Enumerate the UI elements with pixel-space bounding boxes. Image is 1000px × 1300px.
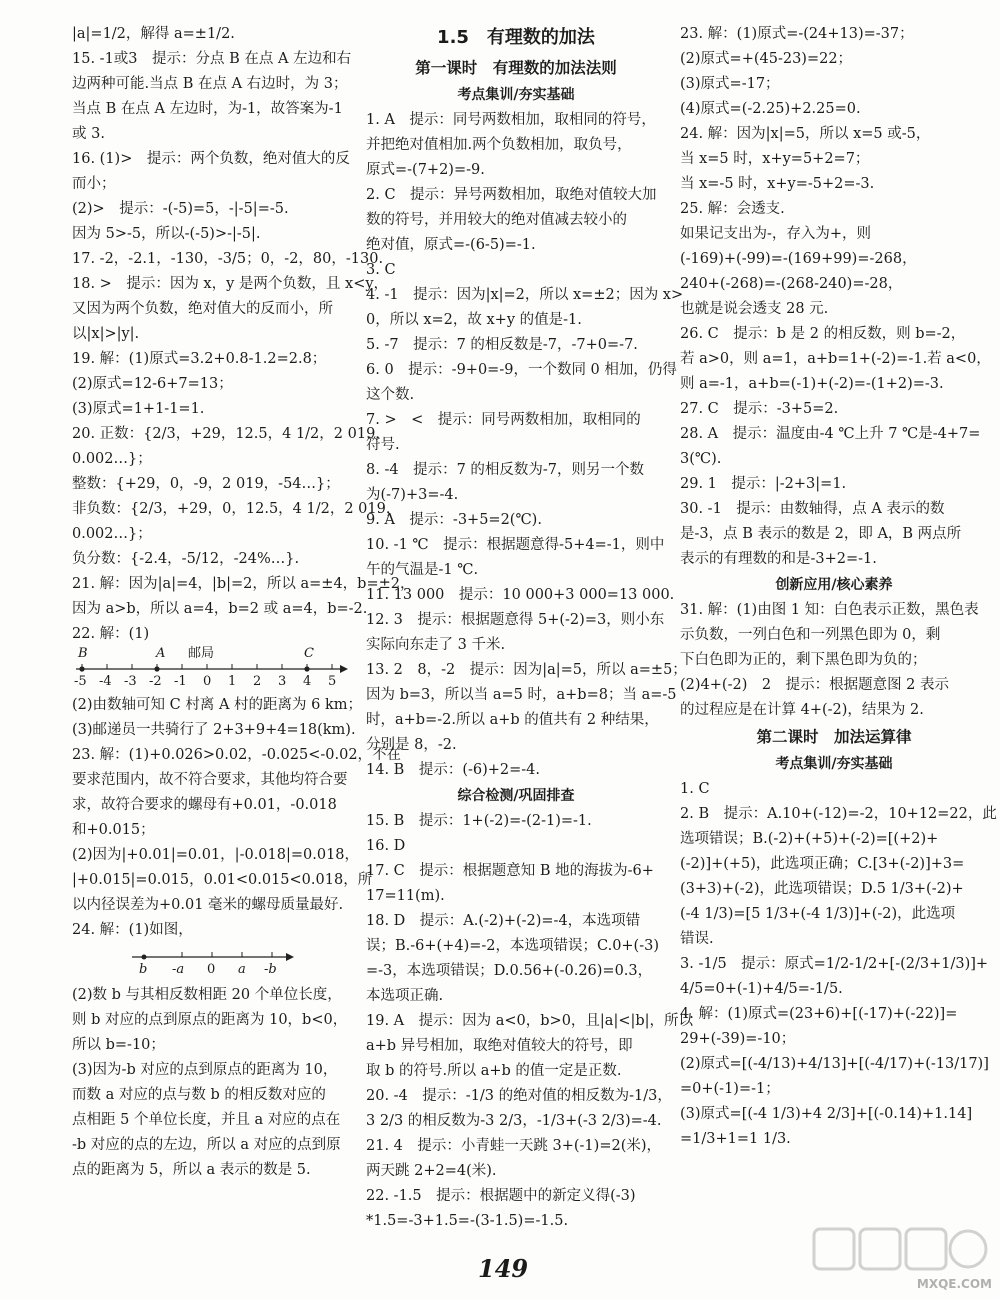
tick-label: 5 (328, 674, 337, 689)
tick-label: 4 (303, 674, 312, 689)
text-line: 下白色即为正的，剩下黑色即为负的； (680, 652, 927, 668)
text-line: 选项错误；B.(-2)+(+5)+(-2)=[(+2)+ (680, 831, 939, 847)
text-line: 表示的有理数的和是-3+2=-1. (680, 551, 877, 567)
text-line: 12. 3 提示：根据题意得 5+(-2)=3，则小东 (366, 612, 665, 628)
text-line: (3)原式=-17； (680, 76, 780, 92)
watermark-text: MXQE.COM (916, 1277, 992, 1291)
tick-label: 1 (228, 674, 237, 689)
text-line: 非负数：{2/3，+29，0，12.5，4 1/2，2 019， (72, 501, 401, 517)
text-line: 17. -2，-2.1，-130，-3/5；0，-2，80，-130. (72, 251, 384, 267)
text-line: =1/3+1=1 1/3. (680, 1131, 791, 1147)
text-line: (3)原式=[(-4 1/3)+4 2/3]+[(-0.14)+1.14] (680, 1106, 973, 1122)
text-line: 为(-7)+3=-4. (366, 487, 459, 503)
text-line: 又因为两个负数，绝对值大的反而小，所 (72, 301, 333, 317)
point-b-dot (142, 955, 147, 960)
text-line: 5. -7 提示：7 的相反数是-7，-7+0=-7. (366, 337, 638, 353)
column-3 (680, 22, 997, 1152)
text-line: 17. C 提示：根据题意知 B 地的海拔为-6+ (366, 863, 654, 879)
text-line: 20. -4 提示：-1/3 的绝对值的相反数为-1/3， (366, 1088, 672, 1104)
text-line: 27. C 提示：-3+5=2. (680, 401, 839, 417)
point-dot (304, 666, 309, 671)
arrow-head-2-icon (286, 953, 294, 961)
text-line: (2)因为|+0.01|=0.01，|-0.018|=0.018， (72, 847, 360, 863)
col2-lines-a (366, 108, 687, 783)
text-line: 也就是说会透支 28 元. (680, 301, 829, 317)
section-title: 1.5 有理数的加法 (437, 27, 595, 48)
post-office-label: 邮局 (188, 646, 215, 661)
text-line: 则 b 对应的点到原点的距离为 10，b<0， (72, 1012, 348, 1028)
text-line: 的过程应是在计算 4+(-2)，结果为 2. (680, 702, 924, 718)
point-dot (79, 666, 84, 671)
text-line: 1. A 提示：同号两数相加，取相同的符号， (366, 112, 656, 128)
category-heading-innovation: 创新应用/核心素养 (775, 577, 893, 593)
text-line: (-2)]+(+5)，此选项正确；C.[3+(-2)]+3= (680, 856, 965, 872)
text-line: |a|=1/2，解得 a=±1/2. (72, 26, 235, 42)
text-line: 17=11(m). (366, 888, 445, 904)
text-line: 23. 解：(1)原式=-(24+13)=-37； (680, 26, 914, 42)
text-line: -b 对应的点的左边，所以 a 对应的点到原 (72, 1137, 341, 1153)
text-line: 点相距 5 个单位长度，并且 a 对应的点在 (72, 1112, 341, 1128)
text-line: 是-3，点 B 表示的数是 2，即 A，B 两点所 (680, 526, 962, 542)
category-heading-basics: 考点集训/夯实基础 (457, 87, 575, 103)
text-line: 3. -1/5 提示：原式=1/2-1/2+[-(2/3+1/3)]+ (680, 956, 989, 972)
text-line: 1. C (680, 781, 710, 797)
tick-label: -4 (99, 674, 112, 689)
text-line: 24. 解：因为|x|=5，所以 x=5 或-5， (680, 126, 931, 142)
text-line: 绝对值，原式=-(6-5)=-1. (366, 237, 536, 253)
text-line: 3 2/3 的相反数为-3 2/3，-1/3+(-3 2/3)=-4. (366, 1113, 662, 1129)
point-b-label: B (78, 646, 88, 661)
text-line: 22. 解：(1) (72, 626, 150, 642)
text-line: 25. 解：会透支. (680, 201, 785, 217)
text-line: 分别是 8，-2. (366, 737, 457, 753)
text-line: 如果记支出为-，存入为+，则 (680, 226, 872, 242)
tick-label: -1 (174, 674, 187, 689)
text-line: 这个数. (366, 387, 415, 403)
text-line: 示负数，一列白色和一列黑色即为 0，剩 (680, 627, 941, 643)
text-line: 20. 正数：{2/3，+29，12.5，4 1/2，2 019， (72, 426, 390, 442)
text-line: (3+3)+(-2)，此选项错误；D.5 1/3+(-2)+ (680, 881, 964, 897)
text-line: 原式=-(7+2)=-9. (366, 162, 485, 178)
text-line: 29. 1 提示：|-2+3|=1. (680, 476, 847, 492)
text-line: =0+(-1)=-1； (680, 1081, 780, 1097)
column-2 (366, 22, 694, 1234)
text-line: 则 a=-1，a+b=(-1)+(-2)=-(1+2)=-3. (680, 376, 944, 392)
text-line: 28. A 提示：温度由-4 ℃上升 7 ℃是-4+7= (680, 426, 981, 442)
label-neg-a: -a (172, 962, 185, 977)
text-line: 当点 B 在点 A 左边时，为-1，故答案为-1 (72, 101, 343, 117)
text-line: 0，所以 x=2，故 x+y 的值是-1. (366, 312, 582, 328)
text-line: 18. > 提示：因为 x，y 是两个负数，且 x<y， (72, 276, 389, 292)
text-line: 本选项正确. (366, 988, 444, 1004)
tick-label: 0 (203, 674, 212, 689)
text-line: |+0.015|=0.015，0.01<0.015<0.018，所 (72, 872, 373, 888)
text-line: (2)原式=+(45-23)=22； (680, 51, 853, 67)
text-line: 午的气温是-1 ℃. (366, 562, 479, 578)
text-line: 2. C 提示：异号两数相加，取绝对值较大加 (366, 187, 657, 203)
text-line: 符号. (366, 437, 400, 453)
text-line: 0.002…}； (72, 451, 152, 467)
tick-label: 2 (253, 674, 262, 689)
text-line: 30. -1 提示：由数轴得，点 A 表示的数 (680, 501, 945, 517)
text-line: (2)原式=12-6+7=13； (72, 376, 233, 392)
text-line: 0.002…}； (72, 526, 152, 542)
lesson-subtitle-2: 第二课时 加法运算律 (756, 728, 912, 746)
text-line: 错误. (680, 931, 714, 947)
text-line: 当 x=-5 时，x+y=-5+2=-3. (680, 176, 875, 192)
text-line: 9. A 提示：-3+5=2(℃). (366, 512, 542, 528)
text-line: (3)邮递员一共骑行了 2+3+9+4=18(km). (72, 722, 356, 738)
text-line: 误；B.-6+(+4)=-2，本选项错误；C.0+(-3) (366, 938, 660, 954)
text-line: 240+(-268)=-(268-240)=-28， (680, 276, 903, 292)
number-line-figure-2 (72, 943, 362, 983)
text-line: =-3，本选项错误；D.0.56+(-0.26)=0.3， (366, 963, 653, 979)
text-line: 因为 5>-5，所以-(-5)>-|-5|. (72, 226, 261, 242)
text-line: 实际向东走了 3 千米. (366, 637, 506, 653)
col3-lines-c (680, 777, 997, 1152)
text-line: 3(℃). (680, 451, 722, 467)
text-line: 整数：{+29，0，-9，2 019，-54…}； (72, 476, 340, 492)
text-line: 时，a+b=-2.所以 a+b 的值共有 2 种结果， (366, 712, 659, 728)
text-line: 当 x=5 时，x+y=5+2=7； (680, 151, 870, 167)
text-line: (4)原式=(-2.25)+2.25=0. (680, 101, 861, 117)
col3-lines-b (680, 598, 988, 723)
col3-lines-a (680, 22, 991, 572)
text-line: 6. 0 提示：-9+0=-9，一个数同 0 相加，仍得 (366, 362, 677, 378)
text-line: a+b 异号相加，取绝对值较大的符号，即 (366, 1038, 633, 1054)
text-line: 23. 解：(1)+0.026>0.02，-0.025<-0.02，不在 (72, 747, 402, 763)
text-line: 所以 b=-10； (72, 1037, 165, 1053)
lesson-subtitle: 第一课时 有理数的加法法则 (415, 59, 617, 77)
text-line: 26. C 提示：b 是 2 的相反数，则 b=-2， (680, 326, 966, 342)
text-line: 4/5=0+(-1)+4/5=-1/5. (680, 981, 843, 997)
text-line: (3)原式=1+1-1=1. (72, 401, 205, 417)
text-line: 要求范围内，故不符合要求，其他均符合要 (72, 772, 348, 788)
text-line: (2)原式=[(-4/13)+4/13]+[(-4/17)+(-13/17)] (680, 1056, 989, 1072)
text-line: 4. -1 提示：因为|x|=2，所以 x=±2；因为 x> (366, 287, 684, 303)
category-heading-basics-2: 考点集训/夯实基础 (775, 756, 893, 772)
text-line: *1.5=-3+1.5=-(3-1.5)=-1.5. (366, 1213, 569, 1229)
text-line: 15. -1或3 提示：分点 B 在点 A 左边和右 (72, 51, 352, 67)
point-c-label: C (304, 646, 314, 661)
text-line: 16. D (366, 838, 406, 854)
text-line: 两天跳 2+2=4(米). (366, 1163, 497, 1179)
tick-label: 3 (278, 674, 287, 689)
label-a: a (238, 962, 246, 977)
text-line: 8. -4 提示：7 的相反数为-7，则另一个数 (366, 462, 645, 478)
text-line: 而小； (72, 176, 116, 192)
text-line: 29+(-39)=-10； (680, 1031, 796, 1047)
text-line: 以内径误差为+0.01 毫米的螺母质量最好. (72, 897, 344, 913)
text-line: 10. -1 ℃ 提示：根据题意得-5+4=-1，则中 (366, 537, 665, 553)
text-line: 和+0.015； (72, 822, 155, 838)
text-line: 若 a>0，则 a=1，a+b=1+(-2)=-1.若 a<0， (680, 351, 991, 367)
text-line: 或 3. (72, 126, 105, 142)
text-line: 18. D 提示：A.(-2)+(-2)=-4，本选项错 (366, 913, 641, 929)
text-line: (2)由数轴可知 C 村离 A 村的距离为 6 km； (72, 697, 363, 713)
text-line: 19. A 提示：因为 a<0，b>0，且|a|<|b|，所以 (366, 1013, 694, 1029)
text-line: (-169)+(-99)=-(169+99)=-268， (680, 251, 917, 267)
point-dot (154, 666, 159, 671)
point-a-label: A (156, 646, 166, 661)
text-line: 15. B 提示：1+(-2)=-(2-1)=-1. (366, 813, 592, 829)
text-line: 21. 解：因为|a|=4，|b|=2，所以 a=±4，b=±2， (72, 576, 415, 592)
text-line: 22. -1.5 提示：根据题中的新定义得(-3) (366, 1188, 636, 1204)
text-line: (2)> 提示：-(-5)=5，-|-5|=-5. (72, 201, 289, 217)
text-line: (-4 1/3)=[5 1/3+(-4 1/3)]+(-2)，此选项 (680, 906, 956, 922)
tick-label: -2 (149, 674, 162, 689)
text-line: 取 b 的符号.所以 a+b 的值一定是正数. (366, 1063, 622, 1079)
arrow-head-icon (340, 665, 348, 673)
text-line: 而数 a 对应的点与数 b 的相反数对应的 (72, 1087, 326, 1103)
label-b: b (139, 962, 148, 977)
text-line: 3. C (366, 262, 396, 278)
text-line: 13. 2 8，-2 提示：因为|a|=5，所以 a=±5； (366, 662, 687, 678)
text-line: 19. 解：(1)原式=3.2+0.8-1.2=2.8； (72, 351, 327, 367)
tick-label: -3 (124, 674, 137, 689)
text-line: 点的距离为 5，所以 a 表示的数是 5. (72, 1162, 311, 1178)
tick-label: -5 (74, 674, 87, 689)
label-zero: 0 (207, 962, 216, 977)
text-line: 边两种可能.当点 B 在点 A 右边时，为 3； (72, 76, 348, 92)
text-line: (2)数 b 与其相反数相距 20 个单位长度， (72, 987, 342, 1003)
text-line: (3)因为-b 对应的点到原点的距离为 10， (72, 1062, 338, 1078)
text-line: 7. > < 提示：同号两数相加，取相同的 (366, 412, 641, 428)
text-line: (2)4+(-2) 2 提示：根据题意图 2 表示 (680, 677, 950, 693)
col1-lines-bottom (72, 983, 362, 1183)
text-line: 因为 a>b，所以 a=4，b=2 或 a=4，b=-2. (72, 601, 368, 617)
text-line: 因为 b=3，所以当 a=5 时，a+b=8；当 a=-5 (366, 687, 677, 703)
text-line: 14. B 提示：(-6)+2=-4. (366, 762, 541, 778)
text-line: 数的符号，并用较大的绝对值减去较小的 (366, 212, 627, 228)
text-line: 求，故符合要求的螺母有+0.01，-0.018 (72, 797, 337, 813)
text-line: 并把绝对值相加.两个负数相加，取负号， (366, 137, 632, 153)
text-line: 负分数：{-2.4，-5/12，-24%…}. (72, 551, 300, 567)
text-line: 2. B 提示：A.10+(-12)=-2，10+12=22，此 (680, 806, 997, 822)
text-line: 31. 解：(1)由图 1 知：白色表示正数，黑色表 (680, 602, 979, 618)
text-line: 16. (1)> 提示：两个负数，绝对值大的反 (72, 151, 350, 167)
text-line: 21. 4 提示：小青蛙一天跳 3+(-1)=2(米)， (366, 1138, 662, 1154)
text-line: 24. 解：(1)如图， (72, 922, 193, 938)
text-line: 11. 13 000 提示：10 000+3 000=13 000. (366, 587, 675, 603)
category-heading-review: 综合检测/巩固排查 (457, 788, 575, 804)
label-neg-b: -b (264, 962, 277, 977)
number-line-figure-1 (72, 647, 362, 691)
page-number: 149 (478, 1254, 529, 1283)
text-line: 4. 解：(1)原式=(23+6)+[(-17)+(-22)]= (680, 1006, 958, 1022)
col2-lines-b (366, 809, 694, 1234)
text-line: 以|x|>|y|. (72, 326, 140, 342)
